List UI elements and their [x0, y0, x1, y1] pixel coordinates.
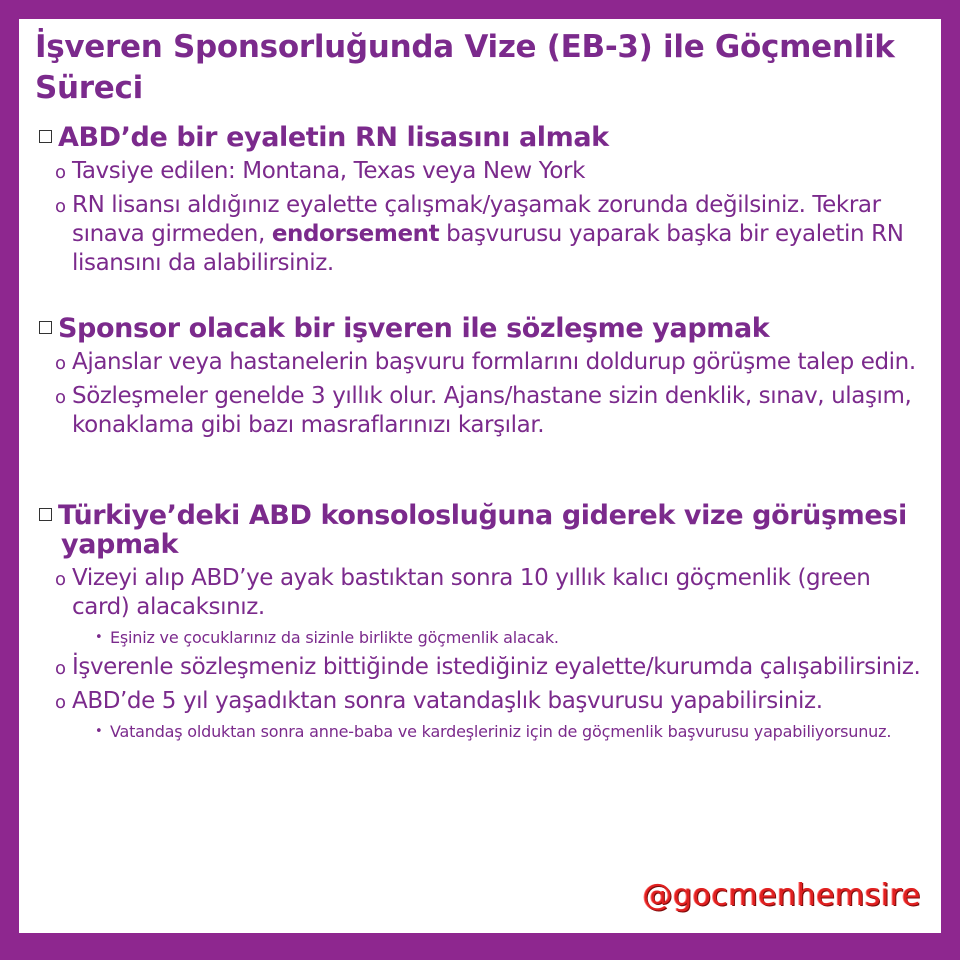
circle-bullet-icon: o — [55, 353, 67, 374]
section-heading-text: Türkiye’deki ABD konsolosluğuna giderek vize görüşmesi yapmak — [58, 500, 907, 560]
sub-list-item — [95, 627, 929, 648]
circle-bullet-icon: o — [55, 162, 67, 183]
slide-title: İşveren Sponsorluğunda Vize (EB-3) ile Göçmenlik Süreci — [35, 29, 895, 106]
list-item-text: İşverenle sözleşmeniz bittiğinde istediğiniz eyalette/kurumda çalışabilirsiniz. — [72, 654, 921, 680]
list-item-text: RN lisansı aldığınız eyalette çalışmak/yaşamak zorunda değilsiniz. Tekrar sınava girmeden, — [72, 192, 881, 247]
circle-bullet-icon: o — [55, 658, 67, 679]
section-heading — [39, 123, 929, 152]
list-item — [55, 157, 929, 186]
list-item — [55, 348, 929, 377]
section-consulate — [39, 501, 929, 742]
list-item-text: Sözleşmeler genelde 3 yıllık olur. Ajans/hastane sizin denklik, sınav, ulaşım, konaklama gibi bazı masraflarınızı karşılar. — [72, 383, 912, 438]
checkbox-bullet-icon — [39, 130, 52, 143]
sub-list-item — [95, 721, 929, 742]
list-item — [55, 191, 929, 278]
circle-bullet-icon: o — [55, 692, 67, 713]
section-heading-text: Sponsor olacak bir işveren ile sözleşme yapmak — [58, 313, 770, 344]
list-item — [55, 653, 929, 682]
list-item — [55, 687, 929, 716]
section-sponsor — [39, 314, 929, 440]
checkbox-bullet-icon — [39, 321, 52, 334]
section-heading — [39, 501, 929, 559]
list-item-text: ABD’de 5 yıl yaşadıktan sonra vatandaşlık başvurusu yapabilirsiniz. — [72, 688, 823, 714]
list-item — [55, 382, 929, 440]
list-item-text: Ajanslar veya hastanelerin başvuru formlarını doldurup görüşme talep edin. — [72, 349, 916, 375]
circle-bullet-icon: o — [55, 196, 67, 217]
circle-bullet-icon: o — [55, 569, 67, 590]
sub-list-item-text: Vatandaş olduktan sonra anne-baba ve kardeşleriniz için de göçmenlik başvurusu yapabiliyorsunuz. — [110, 722, 892, 741]
sub-list-item-text: Eşiniz ve çocuklarınız da sizinle birlikte göçmenlik alacak. — [110, 628, 559, 647]
section-rn-license — [39, 123, 929, 278]
circle-bullet-icon: o — [55, 387, 67, 408]
section-heading-text: ABD’de bir eyaletin RN lisasını almak — [58, 122, 609, 153]
dot-bullet-icon: • — [95, 630, 103, 645]
list-item-text: başvurusu yaparak başka bir eyaletin RN lisansını da alabilirsiniz. — [72, 221, 904, 276]
social-handle: @gocmenhemsire — [642, 878, 921, 913]
slide — [19, 19, 941, 933]
list-item — [55, 564, 929, 622]
checkbox-bullet-icon — [39, 508, 52, 521]
dot-bullet-icon: • — [95, 724, 103, 739]
list-item-bold-text: endorsement — [271, 221, 440, 247]
section-heading — [39, 314, 929, 343]
list-item-text: Tavsiye edilen: Montana, Texas veya New York — [72, 158, 585, 184]
list-item-text: Vizeyi alıp ABD’ye ayak bastıktan sonra 10 yıllık kalıcı göçmenlik (green card) alacaksınız. — [72, 565, 871, 620]
